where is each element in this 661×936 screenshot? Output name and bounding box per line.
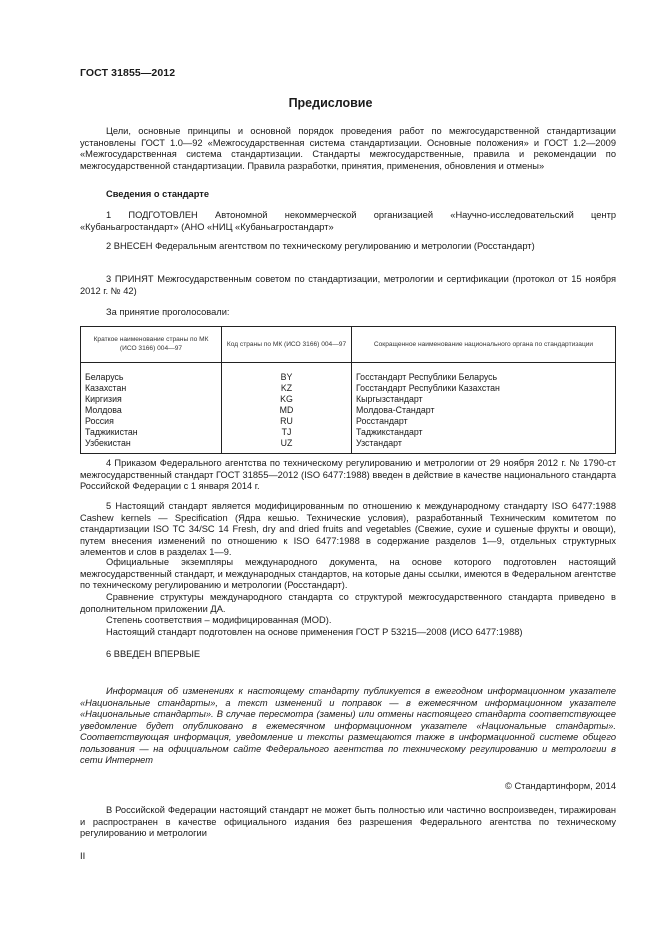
item-5-comparison: Сравнение структуры международного стандарта со структурой межгосударственного стандарта приведено в дополнительном приложении ДА. [80,592,616,614]
item-5-basis: Настоящий стандарт подготовлен на основе применения ГОСТ Р 53215—2008 (ИСО 6477:1988) [106,627,523,637]
country-name: Россия [81,416,222,427]
table-row [81,405,616,416]
country-name: Молдова [81,405,222,416]
country-code: UZ [222,438,352,454]
item-3-adopted: 3 ПРИНЯТ Межгосударственным советом по стандартизации, метрологии и сертификации (протокол от 15 ноября 2012 г. № 42) [80,274,616,296]
country-code: KG [222,394,352,405]
voted-label: За принятие проголосовали: [106,307,230,317]
standards-body: Госстандарт Республики Беларусь [352,363,616,384]
item-5-official-copies: Официальные экземпляры международного документа, на основе которого подготовлен настоящий межгосударственный стандарт, и международных стандартов, на которые даны ссылки, имеются в Федеральном агентстве по техническому регулированию и метрологии (Росстандарт). [80,557,616,590]
table-header-row [81,327,616,363]
country-name: Казахстан [81,383,222,394]
copyright-line: © Стандартинформ, 2014 [505,781,616,791]
item-4-order: 4 Приказом Федерального агентства по техническому регулированию и метрологии от 29 ноября 2012 г. № 1790-ст межгосударственный стандарт ГОСТ 31855—2012 (ISO 6477:1988) введен в действие в качестве национального стандарта Российской Федерации с 1 января 2014 г. [80,458,616,491]
standards-body: Росстандарт [352,416,616,427]
column-header-country: Краткое наименование страны по МК (ИСО 3166) 004—97 [81,327,222,363]
table-row [81,438,616,454]
table-row [81,416,616,427]
country-name: Киргизия [81,394,222,405]
item-1-prepared: 1 ПОДГОТОВЛЕН Автономной некоммерческой организацией «Научно-исследовательский центр «Кубаньагростандарт» (АНО «НИЦ «Кубаньагростандарт» [80,210,616,232]
standards-body: Кыргызстандарт [352,394,616,405]
standards-body: Молдова-Стандарт [352,405,616,416]
table-row [81,383,616,394]
legal-notice: В Российской Федерации настоящий стандарт не может быть полностью или частично воспроизведен, тиражирован и распространен в качестве официального издания без разрешения Федерального агентства по техническому регулированию и метрологии [80,805,616,838]
intro-paragraph: Цели, основные принципы и основной порядок проведения работ по межгосударственной стандартизации установлены ГОСТ 1.0—92 «Межгосударственная система стандартизации. Основные положения» и ГОСТ 1.2—2009 «Межгосударственная система стандартизации. Стандарты межгосударственные, правила и рекомендации по межгосударственной стандартизации. Правила разработки, принятия, применения, обновления и отмены» [80,126,616,171]
change-notice: Информация об изменениях к настоящему стандарту публикуется в ежегодном информационном указателе «Национальные стандарты», а текст изменений и поправок — в ежемесячном информационном указателе «Национальные стандарты». В случае пересмотра (замены) или отмены настоящего стандарта соответствующее уведомление будет опубликовано в ежемесячном информационном указателе «Национальные стандарты». Соответствующая информация, уведомление и тексты размещаются также в информационной системе общего пользования — на официальном сайте Федерального агентства по техническому регулированию и метрологии в сети Интернет [80,686,616,765]
standards-body: Таджикстандарт [352,427,616,438]
subsection-title: Сведения о стандарте [106,189,210,199]
country-code: RU [222,416,352,427]
item-6-introduced: 6 ВВЕДЕН ВПЕРВЫЕ [106,649,201,659]
table-row [81,363,616,384]
voting-table [80,326,616,454]
item-5-modified: 5 Настоящий стандарт является модифицированным по отношению к международному стандарту ISO 6477:1988 Cashew kernels — Specification (Ядра кешью. Технические условия), разработанный Техническим комитетом по стандартизации ISO TC 34/SC 14 Fresh, dry and dried fruits and vegetables (Свежие, сухие и сушеные фрукты и овощи), путем внесения изменений по отношению к ISO 6477:1988 в содержание разделов 1—9, отдельных структурных элементов и слов в разделах 1—9. [80,501,616,557]
item-5-degree: Степень соответствия – модифицированная (MOD). [106,615,332,625]
country-code: KZ [222,383,352,394]
page-number: II [80,851,86,862]
table-row [81,427,616,438]
standards-body: Узстандарт [352,438,616,454]
column-header-body: Сокращенное наименование национального органа по стандартизации [352,327,616,363]
country-name: Узбекистан [81,438,222,454]
standard-designation: ГОСТ 31855—2012 [80,67,176,79]
column-header-code: Код страны по МК (ИСО 3166) 004—97 [222,327,352,363]
country-name: Таджикистан [81,427,222,438]
standards-body: Госстандарт Республики Казахстан [352,383,616,394]
section-title: Предисловие [288,96,373,110]
country-name: Беларусь [81,363,222,384]
country-code: MD [222,405,352,416]
table-row [81,394,616,405]
country-code: BY [222,363,352,384]
country-code: TJ [222,427,352,438]
item-2-submitted: 2 ВНЕСЕН Федеральным агентством по техническому регулированию и метрологии (Росстандарт) [106,241,535,251]
